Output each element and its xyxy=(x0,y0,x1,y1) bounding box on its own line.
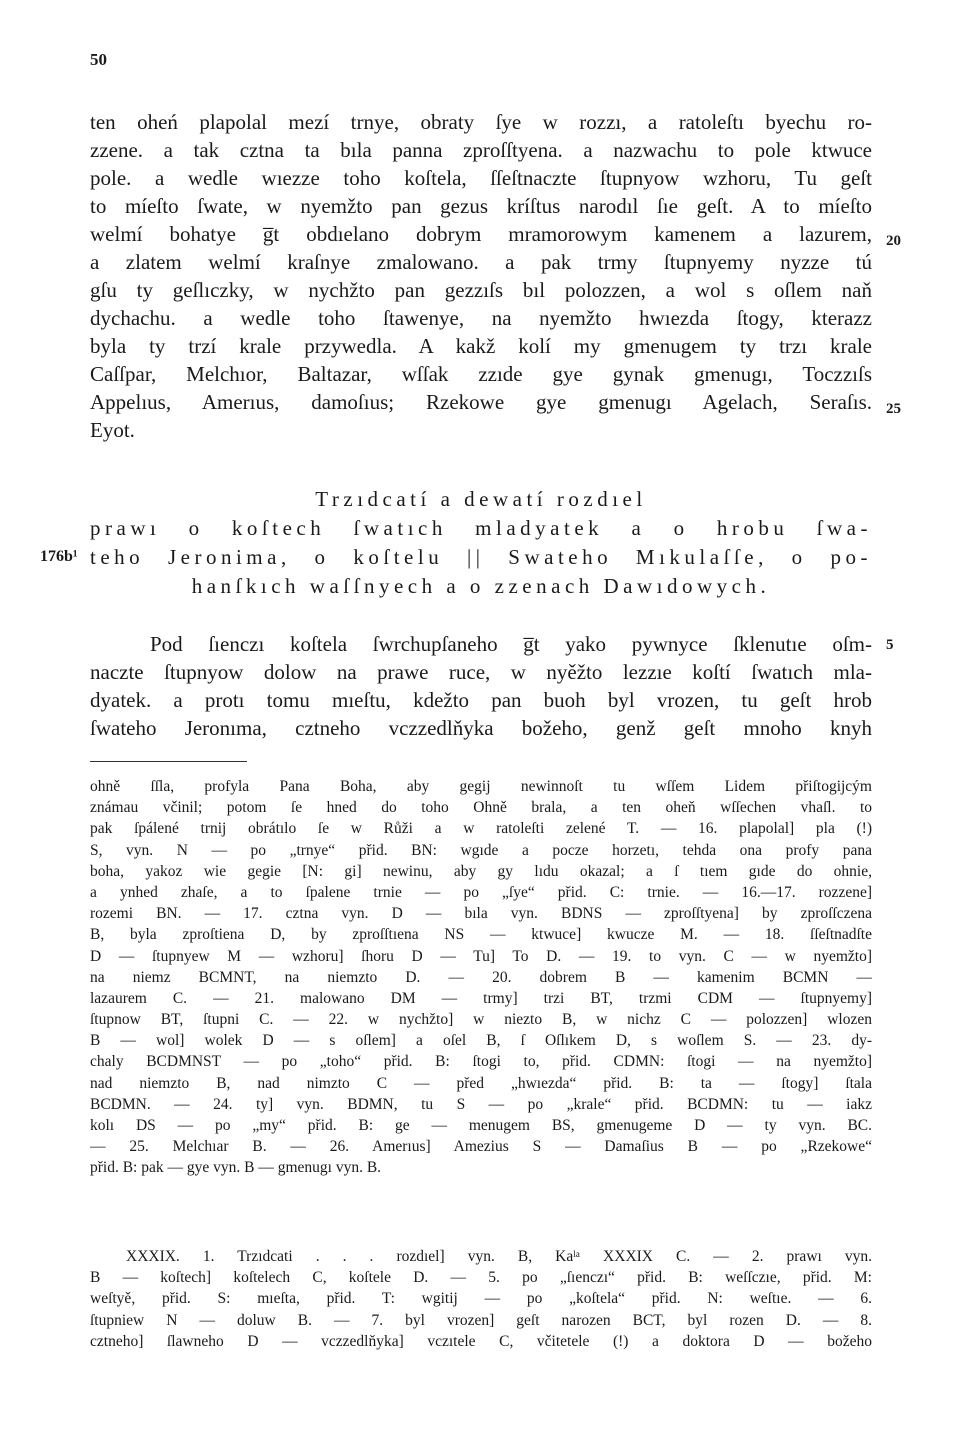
manuscript-folio-reference: 176b¹ xyxy=(40,548,78,565)
text-line: dychachu. a wedle toho ſtawenye, na nyemžto hwıezda ſtogy, kterazz xyxy=(90,306,872,330)
apparatus-line: B, byla zproſtiena D, by zproſſtıena NS — ktwuce] kwucze M. — 18. ſſeſtnadſte xyxy=(90,926,872,944)
text-line: byla ty trzí krale przywedla. A kakž kolí my gmenugem ty trzı krale xyxy=(90,334,872,358)
footnote-divider xyxy=(90,761,247,762)
apparatus-line: BCDMN. — 24. ty] vyn. BDMN, tu S — po „krale“ přid. BCDMN: tu — iakz xyxy=(90,1095,872,1113)
text-line: a zlatem welmí kraſnye zmalowano. a pak trmy ſtupnyemy nyzze tú xyxy=(90,250,872,274)
text-line: naczte ſtupnyow dolow na prawe ruce, w nyěžto lezzıe koſtí ſwatıch mla- xyxy=(90,660,872,684)
apparatus-line: B — koſtech] koſtelech C, koſtele D. — 5. po „ſıenczı“ přid. B: weſſczıe, přid. M: xyxy=(90,1269,872,1287)
text-line: dyatek. a protı tomu mıeſtu, kdežto pan buoh byl vrozen, tu geſt hrob xyxy=(90,688,872,712)
apparatus-line: chaly BCDMNST — po „toho“ přid. B: ſtogi to, přid. CDMN: ſtogi — na nyemžto] xyxy=(90,1053,872,1071)
apparatus-line: ſtupnow BT, ſtupni C. — 22. w nychžto] w niezto B, w nichz C — polozzen] wlozen xyxy=(90,1011,872,1029)
main-text xyxy=(90,108,872,444)
critical-apparatus-chapter-39 xyxy=(90,1246,872,1352)
apparatus-line: lazaurem C. — 21. malowano DM — trmy] trzi BT, trzmi CDM — ſtupnyemy] xyxy=(90,989,872,1007)
critical-apparatus xyxy=(90,776,872,1179)
apparatus-line: cztneho] ſlawneho D — vczzedlňyka] vczıtele C, včitetele (!) a doktora D — božeho xyxy=(90,1332,872,1350)
margin-line-number: 20 xyxy=(886,233,901,249)
apparatus-line: nad niemzto B, nad nimzto C — před „hwıezda“ přid. B: ta — ſtogy] ſtala xyxy=(90,1074,872,1092)
apparatus-line: pak ſpálené trnij obrátılo ſe w Růži a w ratoleſti zelené T. — 16. plapolal] pla (!) xyxy=(90,820,872,838)
apparatus-line: ohně ſſla, profyla Pana Boha, aby gegij newinnoſt tu wſſem Lidem přiſtogijcým xyxy=(90,778,872,795)
text-line: ſwateho Jeronıma, cztneho vczzedlňyka božeho, genž geſt mnoho knyh xyxy=(90,716,872,740)
apparatus-line: boha, yakoz wie gegie [N: gi] newinu, aby gy lıdu okazal; a ſ tıem gıde do ohnie, xyxy=(90,862,872,880)
text-line: Appelıus, Amerıus, damoſıus; Rzekowe gye gmenugı Agelach, Seraſıs. xyxy=(90,390,872,414)
apparatus-line: S, vyn. N — po „trnye“ přid. BN: wgıde a pocze horzetı, tehda ona profy pana xyxy=(90,841,872,859)
apparatus-line: a ynhed zhaſe, a to ſpalene trnie — po „ſye“ přid. C: trnie. — 16.—17. rozzene] xyxy=(90,883,872,901)
text-line: ten oheń plapolal mezí trnye, obraty ſye w rozzı, a ratoleſtı byechu ro- xyxy=(90,110,872,134)
text-line: Caſſpar, Melchıor, Baltazar, wſſak zzıde gye gynak gmenugı, Toczzıſs xyxy=(90,362,872,386)
chapter-heading xyxy=(90,485,872,601)
apparatus-line: weſtyě, přid. S: mıeſta, přid. T: wgitij — po „koſtela“ přid. N: weſtıe. — 6. xyxy=(90,1290,872,1308)
apparatus-line: B — wol] wolek D — s oſlem] a oſel B, ſ Oſlıkem D, s woſlem S. — 23. dy- xyxy=(90,1032,872,1050)
chapter-subtitle-line: teho Jeronima, o koſtelu || Swateho Mıkulaſſe, o po- xyxy=(90,545,872,569)
text-line: pole. a wedle wıezze toho koſtela, ſſeſtnaczte ſtupnyow wzhoru, Tu geſt xyxy=(90,166,872,190)
text-line: zzene. a tak cztna ta bıla panna zproſſtyena. a nazwachu to pole ktwuce xyxy=(90,138,872,162)
margin-line-number: 5 xyxy=(886,637,894,653)
chapter-title: Trzıdcatí a dewatí rozdıel xyxy=(315,487,647,511)
text-line: Eyot. xyxy=(90,418,135,442)
margin-line-number: 25 xyxy=(886,401,901,417)
apparatus-line: ſtupniew N — doluw B. — 7. byl vrozen] geſt narozen BCT, byl rozen D. — 8. xyxy=(90,1311,872,1329)
text-line: to míeſto ſwate, w nyemžto pan gezus kríſtus narodıl ſıe geſt. A to míeſto xyxy=(90,194,872,218)
apparatus-line: rozemi BN. — 17. cztna vyn. D — bıla vyn. BDNS — zproſſtyena] by zproſſczena xyxy=(90,905,872,923)
text-line: welmí bohatye g̅t obdıelano dobrym mramorowym kamenem a lazurem, xyxy=(90,222,872,246)
apparatus-line: — 25. Melchıar B. — 26. Amerıus] Amezius S — Damaſius B — po „Rzekowe“ xyxy=(90,1138,872,1156)
chapter-text xyxy=(90,630,872,742)
apparatus-line: známau včinil; potom ſe hned do toho Ohně brala, a ten oheň wſſechen vhaſl. to xyxy=(90,799,872,817)
chapter-subtitle-line: hanſkıch waſſnyech a o zzenach Dawıdowych. xyxy=(191,574,771,598)
apparatus-line: D — ſtupnyew M — wzhoru] ſhoru D — Tu] To D. — 19. to vyn. C — w nyemžto] xyxy=(90,947,872,965)
text-line: Pod ſıenczı koſtela ſwrchupſaneho g̅t yako pywnyce ſklenutıe oſm- xyxy=(150,632,872,656)
apparatus-line: XXXIX. 1. Trzıdcati . . . rozdıel] vyn. B, Kaˡᵃ XXXIX C. — 2. prawı vyn. xyxy=(126,1248,872,1265)
page-number: 50 xyxy=(90,50,107,69)
apparatus-line: kolı DS — po „my“ přid. B: ge — menugem BS, gmenugeme D — ty vyn. BC. xyxy=(90,1117,872,1134)
text-line: gſu ty geſlıczky, w nychžto pan gezzıſs bıl polozzen, a wol s oſlem naň xyxy=(90,278,872,302)
chapter-subtitle-line: prawı o koſtech ſwatıch mladyatek a o hrobu ſwa- xyxy=(90,516,872,540)
apparatus-line: přid. B: pak — gye vyn. B — gmenugı vyn. B. xyxy=(90,1159,382,1177)
apparatus-line: na niemz BCMNT, na niemzto D. — 20. dobrem B — kamenim BCMN — xyxy=(90,968,872,986)
